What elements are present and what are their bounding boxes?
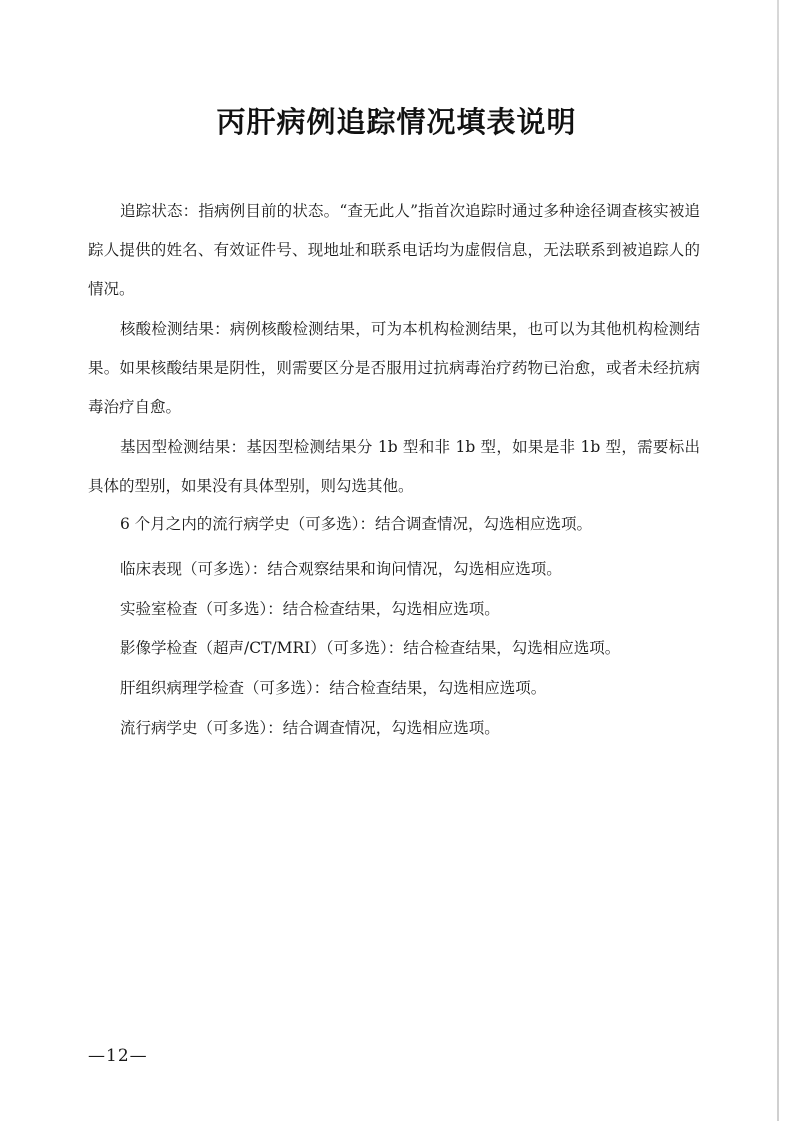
line-liver-pathology: 肝组织病理学检查（可多选）：结合检查结果，勾选相应选项。 [120,679,547,697]
paragraph-tracking-status: 追踪状态：指病例目前的状态。“查无此人”指首次追踪时通过多种途径调查核实被追踪人提供的姓名、有效证件号、现地址和联系电话均为虚假信息，无法联系到被追踪人的情况。 [88,202,700,298]
line-clinical-manifestation: 临床表现（可多选）：结合观察结果和询问情况，勾选相应选项。 [120,560,562,578]
line-lab-examination: 实验室检查（可多选）：结合检查结果，勾选相应选项。 [120,600,500,618]
scan-edge-line [777,0,779,1121]
paragraph-nucleic-acid-result: 核酸检测结果：病例核酸检测结果，可为本机构检测结果，也可以为其他机构检测结果。如果核酸结果是阴性，则需要区分是否服用过抗病毒治疗药物已治愈，或者未经抗病毒治疗自愈。 [88,320,700,416]
page-number: —12— [88,1046,148,1066]
line-imaging-examination: 影像学检查（超声/CT/MRI）（可多选）：结合检查结果，勾选相应选项。 [120,639,621,657]
document-title: 丙肝病例追踪情况填表说明 [216,105,577,139]
paragraph-genotype-result: 基因型检测结果：基因型检测结果分 1b 型和非 1b 型，如果是非 1b 型，需要标出具体的型别，如果没有具体型别，则勾选其他。 [88,438,700,495]
line-epidemiology-history: 流行病学史（可多选）：结合调查情况，勾选相应选项。 [120,719,500,737]
line-epidemiology-6-months: 6 个月之内的流行病学史（可多选）：结合调查情况，勾选相应选项。 [120,515,593,533]
